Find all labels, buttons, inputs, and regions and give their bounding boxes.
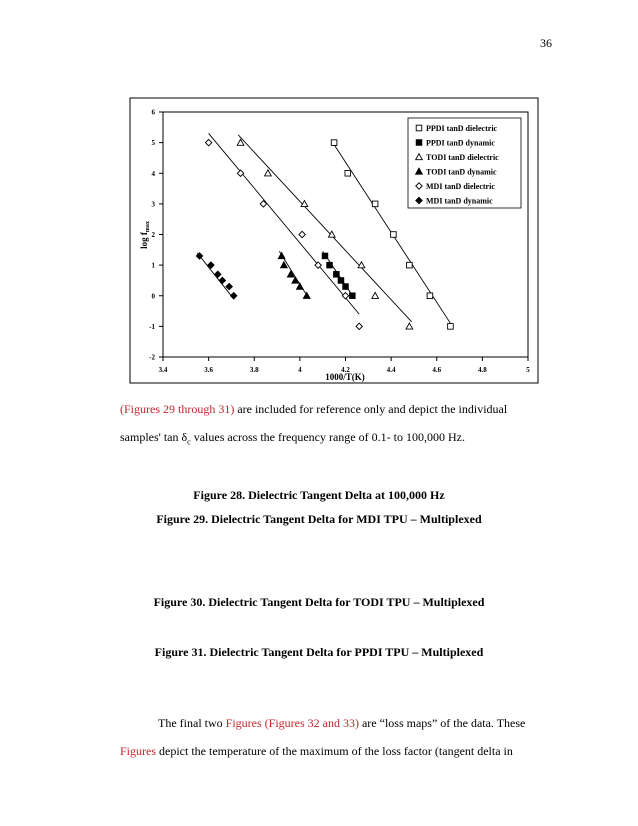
data-point: [345, 170, 351, 176]
data-point: [342, 293, 348, 299]
data-point: [327, 262, 333, 268]
data-point: [356, 323, 362, 329]
paragraph-2-line-2-text: depict the temperature of the maximum of the loss factor (tangent delta in: [156, 744, 513, 758]
y-tick-label: -2: [149, 353, 155, 362]
legend-marker: [416, 125, 422, 131]
legend-entry: MDI tanD dielectric: [426, 182, 495, 191]
figure-29-caption: Figure 29. Dielectric Tangent Delta for MDI TPU – Multiplexed: [156, 512, 482, 526]
data-point: [297, 283, 304, 289]
x-tick-label: 4.4: [386, 366, 396, 374]
paragraph-2-line-1-a: The final two: [158, 716, 226, 730]
y-tick-label: -1: [149, 322, 155, 331]
paragraph-1-line-2-pre: samples' tan δ: [120, 430, 188, 444]
paragraph-2-line-1-c: are “loss maps” of the data. These: [358, 716, 526, 730]
paragraph-1-line-2-post: values across the frequency range of 0.1- to 100,000 Hz.: [190, 430, 465, 444]
data-point: [205, 139, 211, 145]
data-point: [299, 231, 305, 237]
figures-reference[interactable]: Figures: [120, 744, 156, 758]
data-point: [219, 277, 225, 283]
paragraph-1-line-1: [120, 402, 507, 417]
y-tick-label: 0: [151, 292, 155, 301]
data-point: [237, 170, 243, 176]
page-number: 36: [540, 36, 552, 50]
paragraph-1-line-1-text: are included for reference only and depict the individual: [234, 402, 508, 416]
legend-entry: PPDI tanD dielectric: [426, 124, 498, 133]
data-point: [391, 232, 397, 238]
data-point: [343, 284, 349, 290]
tan-delta-subscript: c: [187, 437, 191, 447]
y-axis-label-main: log f: [139, 232, 149, 249]
y-tick-label: 5: [151, 139, 155, 148]
x-tick-label: 4.8: [478, 366, 487, 374]
legend-entry: MDI tanD dynamic: [426, 196, 493, 206]
data-point: [350, 293, 356, 299]
data-point: [226, 283, 232, 289]
x-tick-label: 4.6: [432, 366, 442, 374]
data-point: [265, 170, 272, 176]
y-tick-label: 3: [151, 200, 155, 209]
data-point: [407, 262, 413, 268]
x-tick-label: 3.8: [249, 366, 259, 374]
data-point: [427, 293, 433, 299]
figures-32-33-reference[interactable]: Figures (Figures 32 and 33): [225, 716, 359, 730]
fit-line: [238, 135, 411, 322]
data-point: [328, 231, 335, 237]
arrhenius-chart: [0, 0, 638, 400]
figure-31-caption: Figure 31. Dielectric Tangent Delta for PPDI TPU – Multiplexed: [154, 645, 484, 659]
legend-entry: TODI tanD dielectric: [426, 153, 499, 162]
data-point: [303, 292, 310, 298]
data-point: [448, 324, 454, 330]
figure-28-caption: Figure 28. Dielectric Tangent Delta at 100,000 Hz: [193, 488, 445, 502]
x-tick-label: 4.2: [341, 366, 350, 374]
y-axis-ticks: [149, 109, 163, 362]
y-axis-label: [139, 221, 151, 249]
data-point: [322, 253, 328, 259]
paragraph-1-line-2: [120, 430, 465, 446]
y-axis-label-sub: max: [145, 221, 151, 233]
data-point: [230, 293, 236, 299]
data-point: [331, 140, 337, 146]
legend-entry: TODI tanD dynamic: [426, 167, 497, 177]
x-tick-label: 3.4: [158, 366, 168, 374]
data-point: [278, 253, 285, 259]
figure-30-caption: Figure 30. Dielectric Tangent Delta for TODI TPU – Multiplexed: [153, 595, 485, 609]
y-tick-label: 2: [151, 231, 155, 239]
x-tick-label: 4: [298, 366, 302, 374]
data-point: [372, 292, 379, 298]
y-tick-label: 6: [151, 108, 155, 117]
x-tick-label: 5: [526, 366, 530, 374]
paragraph-2-line-1: [158, 716, 525, 731]
y-tick-label: 1: [151, 261, 155, 270]
legend-entry: PPDI tanD dynamic: [426, 138, 495, 148]
x-tick-label: 3.6: [204, 366, 213, 374]
legend-marker: [416, 140, 422, 146]
data-point: [334, 272, 340, 278]
x-axis-label: 1000/T(K): [325, 372, 365, 382]
data-point: [338, 278, 344, 284]
data-point: [406, 323, 413, 329]
data-point: [372, 201, 378, 207]
figures-29-31-reference[interactable]: (Figures 29 through 31): [120, 402, 235, 416]
paragraph-2-line-2: [120, 744, 513, 759]
y-tick-label: 4: [151, 169, 155, 178]
